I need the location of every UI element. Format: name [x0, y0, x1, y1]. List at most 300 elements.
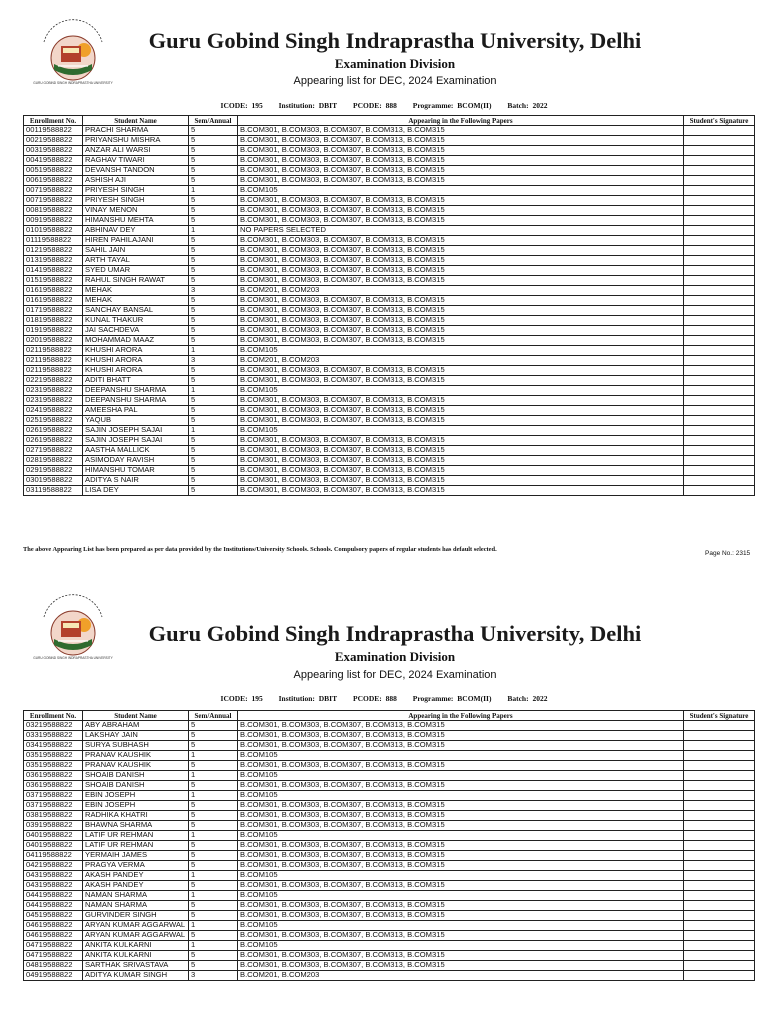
- table-row: [24, 416, 755, 426]
- col-student-name: Student Name: [83, 711, 189, 721]
- table-row: [24, 216, 755, 226]
- table-row: [24, 446, 755, 456]
- student-name-cell: YERMAIH JAMES: [83, 851, 189, 861]
- papers-cell: B.COM301, B.COM303, B.COM307, B.COM313, B.COM315: [238, 811, 684, 821]
- student-name-cell: AKASH PANDEY: [83, 871, 189, 881]
- papers-cell: B.COM301, B.COM303, B.COM307, B.COM313, B.COM315: [238, 146, 684, 156]
- signature-cell: [684, 256, 755, 266]
- sem-cell: 5: [189, 781, 238, 791]
- papers-cell: B.COM301, B.COM303, B.COM307, B.COM313, B.COM315: [238, 931, 684, 941]
- sem-cell: 5: [189, 266, 238, 276]
- student-name-cell: SHOAIB DANISH: [83, 781, 189, 791]
- enrollment-cell: 02819588822: [24, 456, 83, 466]
- student-name-cell: SANCHAY BANSAL: [83, 306, 189, 316]
- sem-cell: 5: [189, 256, 238, 266]
- papers-cell: B.COM105: [238, 921, 684, 931]
- papers-cell: B.COM105: [238, 386, 684, 396]
- enrollment-cell: 01319588822: [24, 256, 83, 266]
- table-row: [24, 436, 755, 446]
- sem-cell: 5: [189, 406, 238, 416]
- sem-cell: 5: [189, 741, 238, 751]
- student-name-cell: VINAY MENON: [83, 206, 189, 216]
- enrollment-cell: 04319588822: [24, 871, 83, 881]
- papers-cell: B.COM301, B.COM303, B.COM307, B.COM313, B.COM315: [238, 466, 684, 476]
- enrollment-cell: 02519588822: [24, 416, 83, 426]
- papers-cell: B.COM301, B.COM303, B.COM307, B.COM313, B.COM315: [238, 781, 684, 791]
- student-name-cell: SURYA SUBHASH: [83, 741, 189, 751]
- enrollment-cell: 01519588822: [24, 276, 83, 286]
- programme-value: Programme: BCOM(II): [412, 101, 492, 110]
- papers-cell: B.COM301, B.COM303, B.COM307, B.COM313, B.COM315: [238, 961, 684, 971]
- sem-cell: 5: [189, 931, 238, 941]
- signature-cell: [684, 156, 755, 166]
- batch-value: Batch: 2022: [507, 101, 548, 110]
- table-row: [24, 821, 755, 831]
- student-name-cell: MEHAK: [83, 286, 189, 296]
- sem-cell: 5: [189, 276, 238, 286]
- table-row: [24, 206, 755, 216]
- list-title: Appearing list for DEC, 2024 Examination: [293, 75, 497, 87]
- table-row: [24, 386, 755, 396]
- papers-cell: B.COM301, B.COM303, B.COM307, B.COM313, B.COM315: [238, 246, 684, 256]
- papers-cell: B.COM105: [238, 346, 684, 356]
- enrollment-cell: 01019588822: [24, 226, 83, 236]
- papers-cell: B.COM301, B.COM303, B.COM307, B.COM313, B.COM315: [238, 851, 684, 861]
- papers-cell: B.COM301, B.COM303, B.COM307, B.COM313, B.COM315: [238, 486, 684, 496]
- student-name-cell: HIMANSHU TOMAR: [83, 466, 189, 476]
- signature-cell: [684, 436, 755, 446]
- student-name-cell: KUNAL THAKUR: [83, 316, 189, 326]
- signature-cell: [684, 206, 755, 216]
- student-name-cell: AASTHA MALLICK: [83, 446, 189, 456]
- enrollment-cell: 00619588822: [24, 176, 83, 186]
- papers-cell: B.COM301, B.COM303, B.COM307, B.COM313, B.COM315: [238, 316, 684, 326]
- sem-cell: 5: [189, 446, 238, 456]
- student-name-cell: PRIYESH SINGH: [83, 196, 189, 206]
- enrollment-cell: 01219588822: [24, 246, 83, 256]
- signature-cell: [684, 951, 755, 961]
- sem-cell: 5: [189, 206, 238, 216]
- papers-cell: B.COM301, B.COM303, B.COM307, B.COM313, B.COM315: [238, 761, 684, 771]
- enrollment-cell: 04619588822: [24, 921, 83, 931]
- student-name-cell: KHUSHI ARORA: [83, 346, 189, 356]
- signature-cell: [684, 296, 755, 306]
- table-row: [24, 476, 755, 486]
- table-row: [24, 791, 755, 801]
- signature-cell: [684, 891, 755, 901]
- enrollment-cell: 02219588822: [24, 376, 83, 386]
- list-title: Appearing list for DEC, 2024 Examination: [293, 669, 497, 681]
- signature-cell: [684, 811, 755, 821]
- signature-cell: [684, 731, 755, 741]
- col-sem: Sem/Annual: [189, 116, 238, 126]
- student-name-cell: ASIMODAY RAVISH: [83, 456, 189, 466]
- enrollment-cell: 04819588822: [24, 961, 83, 971]
- table-row: [24, 256, 755, 266]
- pcode-value: PCODE: 888: [352, 101, 397, 110]
- table-row: [24, 196, 755, 206]
- student-name-cell: ABY ABRAHAM: [83, 721, 189, 731]
- enrollment-cell: 03519588822: [24, 751, 83, 761]
- table-row: [24, 356, 755, 366]
- student-name-cell: NAMAN SHARMA: [83, 901, 189, 911]
- student-name-cell: ADITYA KUMAR SINGH: [83, 971, 189, 981]
- enrollment-cell: 02119588822: [24, 346, 83, 356]
- student-name-cell: MOHAMMAD MAAZ: [83, 336, 189, 346]
- signature-cell: [684, 306, 755, 316]
- papers-cell: B.COM301, B.COM303, B.COM307, B.COM313, B.COM315: [238, 336, 684, 346]
- papers-cell: B.COM301, B.COM303, B.COM307, B.COM313, B.COM315: [238, 476, 684, 486]
- signature-cell: [684, 801, 755, 811]
- table-row: [24, 346, 755, 356]
- table-row: [24, 721, 755, 731]
- enrollment-cell: 03519588822: [24, 761, 83, 771]
- papers-cell: B.COM201, B.COM203: [238, 286, 684, 296]
- table-row: [24, 881, 755, 891]
- sem-cell: 3: [189, 356, 238, 366]
- table-row: [24, 961, 755, 971]
- student-name-cell: SYED UMAR: [83, 266, 189, 276]
- signature-cell: [684, 236, 755, 246]
- pcode-value: PCODE: 888: [352, 694, 397, 703]
- enrollment-cell: 01619588822: [24, 286, 83, 296]
- sem-cell: 5: [189, 396, 238, 406]
- student-name-cell: GURVINDER SINGH: [83, 911, 189, 921]
- sem-cell: 1: [189, 941, 238, 951]
- student-name-cell: PRIYESH SINGH: [83, 186, 189, 196]
- enrollment-cell: 04219588822: [24, 861, 83, 871]
- sem-cell: 1: [189, 831, 238, 841]
- sem-cell: 3: [189, 971, 238, 981]
- col-sem: Sem/Annual: [189, 711, 238, 721]
- student-name-cell: ANKITA KULKARNI: [83, 951, 189, 961]
- student-name-cell: RAGHAV TIWARI: [83, 156, 189, 166]
- table-row: [24, 811, 755, 821]
- enrollment-cell: 04119588822: [24, 851, 83, 861]
- enrollment-cell: 02419588822: [24, 406, 83, 416]
- table-row: [24, 861, 755, 871]
- signature-cell: [684, 346, 755, 356]
- signature-cell: [684, 486, 755, 496]
- papers-cell: B.COM301, B.COM303, B.COM307, B.COM313, B.COM315: [238, 436, 684, 446]
- papers-cell: B.COM301, B.COM303, B.COM307, B.COM313, B.COM315: [238, 236, 684, 246]
- student-name-cell: PRAGYA VERMA: [83, 861, 189, 871]
- papers-cell: B.COM201, B.COM203: [238, 971, 684, 981]
- papers-cell: B.COM301, B.COM303, B.COM307, B.COM313, B.COM315: [238, 216, 684, 226]
- student-name-cell: ADITYA S NAIR: [83, 476, 189, 486]
- sem-cell: 5: [189, 136, 238, 146]
- signature-cell: [684, 176, 755, 186]
- col-papers: Appearing in the Following Papers: [238, 116, 684, 126]
- papers-cell: B.COM301, B.COM303, B.COM307, B.COM313, B.COM315: [238, 396, 684, 406]
- enrollment-cell: 01419588822: [24, 266, 83, 276]
- signature-cell: [684, 166, 755, 176]
- sem-cell: 5: [189, 176, 238, 186]
- table-row: [24, 166, 755, 176]
- col-papers: Appearing in the Following Papers: [238, 711, 684, 721]
- papers-cell: B.COM301, B.COM303, B.COM307, B.COM313, B.COM315: [238, 326, 684, 336]
- student-name-cell: ARYAN KUMAR AGGARWAL: [83, 921, 189, 931]
- student-name-cell: LATIF UR REHMAN: [83, 831, 189, 841]
- student-name-cell: RADHIKA KHATRI: [83, 811, 189, 821]
- icode-value: ICODE: 195: [220, 101, 263, 110]
- student-name-cell: HIMANSHU MEHTA: [83, 216, 189, 226]
- sem-cell: 5: [189, 456, 238, 466]
- papers-cell: B.COM301, B.COM303, B.COM307, B.COM313, B.COM315: [238, 166, 684, 176]
- sem-cell: 5: [189, 851, 238, 861]
- table-row: [24, 761, 755, 771]
- sem-cell: 5: [189, 761, 238, 771]
- signature-cell: [684, 316, 755, 326]
- student-name-cell: SAJIN JOSEPH SAJAI: [83, 436, 189, 446]
- papers-cell: B.COM301, B.COM303, B.COM307, B.COM313, B.COM315: [238, 306, 684, 316]
- signature-cell: [684, 146, 755, 156]
- sem-cell: 5: [189, 416, 238, 426]
- table-row: [24, 226, 755, 236]
- papers-cell: B.COM301, B.COM303, B.COM307, B.COM313, B.COM315: [238, 731, 684, 741]
- student-name-cell: ANKITA KULKARNI: [83, 941, 189, 951]
- enrollment-cell: 01119588822: [24, 236, 83, 246]
- papers-cell: B.COM301, B.COM303, B.COM307, B.COM313, B.COM315: [238, 901, 684, 911]
- student-name-cell: LATIF UR REHMAN: [83, 841, 189, 851]
- sem-cell: 5: [189, 366, 238, 376]
- papers-cell: B.COM301, B.COM303, B.COM307, B.COM313, B.COM315: [238, 276, 684, 286]
- enrollment-cell: 02619588822: [24, 436, 83, 446]
- signature-cell: [684, 456, 755, 466]
- enrollment-cell: 04019588822: [24, 841, 83, 851]
- student-name-cell: PRANAV KAUSHIK: [83, 761, 189, 771]
- sem-cell: 1: [189, 186, 238, 196]
- signature-cell: [684, 861, 755, 871]
- division-title: Examination Division: [334, 56, 456, 71]
- student-name-cell: BHAWNA SHARMA: [83, 821, 189, 831]
- sem-cell: 5: [189, 811, 238, 821]
- papers-cell: B.COM105: [238, 426, 684, 436]
- papers-cell: B.COM301, B.COM303, B.COM307, B.COM313, B.COM315: [238, 206, 684, 216]
- student-name-cell: EBIN JOSEPH: [83, 801, 189, 811]
- student-name-cell: ANZAR ALI WARSI: [83, 146, 189, 156]
- programme-info: [20, 101, 748, 110]
- sem-cell: 5: [189, 821, 238, 831]
- table-row: [24, 376, 755, 386]
- enrollment-cell: 02619588822: [24, 426, 83, 436]
- signature-cell: [684, 721, 755, 731]
- papers-cell: B.COM301, B.COM303, B.COM307, B.COM313, B.COM315: [238, 376, 684, 386]
- signature-cell: [684, 286, 755, 296]
- programme-info: [20, 694, 748, 703]
- svg-text:GURU GOBIND SINGH INDRAPRASTHA: GURU GOBIND SINGH INDRAPRASTHA UNIVERSITY: [33, 81, 113, 85]
- table-row: [24, 971, 755, 981]
- table-header-row: [24, 116, 755, 126]
- sem-cell: 5: [189, 436, 238, 446]
- student-name-cell: SAJIN JOSEPH SAJAI: [83, 426, 189, 436]
- sem-cell: 1: [189, 386, 238, 396]
- enrollment-cell: 00319588822: [24, 146, 83, 156]
- university-title: Guru Gobind Singh Indraprastha University, Delhi: [148, 28, 642, 53]
- enrollment-cell: 03119588822: [24, 486, 83, 496]
- signature-cell: [684, 226, 755, 236]
- enrollment-cell: 03719588822: [24, 801, 83, 811]
- sem-cell: 5: [189, 336, 238, 346]
- papers-cell: B.COM105: [238, 941, 684, 951]
- table-row: [24, 901, 755, 911]
- enrollment-cell: 01919588822: [24, 326, 83, 336]
- enrollment-cell: 02319588822: [24, 396, 83, 406]
- enrollment-cell: 04419588822: [24, 891, 83, 901]
- table-row: [24, 731, 755, 741]
- papers-cell: B.COM105: [238, 831, 684, 841]
- appearing-list-table: [23, 710, 755, 981]
- appearing-list-table: [23, 115, 755, 496]
- papers-cell: B.COM301, B.COM303, B.COM307, B.COM313, B.COM315: [238, 196, 684, 206]
- table-row: [24, 466, 755, 476]
- signature-cell: [684, 921, 755, 931]
- papers-cell: B.COM201, B.COM203: [238, 356, 684, 366]
- table-row: [24, 841, 755, 851]
- student-name-cell: ABHINAV DEY: [83, 226, 189, 236]
- signature-cell: [684, 831, 755, 841]
- table-row: [24, 296, 755, 306]
- signature-cell: [684, 336, 755, 346]
- sem-cell: 5: [189, 801, 238, 811]
- table-row: [24, 286, 755, 296]
- signature-cell: [684, 821, 755, 831]
- table-row: [24, 781, 755, 791]
- sem-cell: 5: [189, 146, 238, 156]
- enrollment-cell: 04419588822: [24, 901, 83, 911]
- signature-cell: [684, 851, 755, 861]
- sem-cell: 5: [189, 376, 238, 386]
- papers-cell: B.COM301, B.COM303, B.COM307, B.COM313, B.COM315: [238, 136, 684, 146]
- table-row: [24, 751, 755, 761]
- sem-cell: 5: [189, 911, 238, 921]
- enrollment-cell: 00919588822: [24, 216, 83, 226]
- enrollment-cell: 02119588822: [24, 356, 83, 366]
- signature-cell: [684, 466, 755, 476]
- enrollment-cell: 03919588822: [24, 821, 83, 831]
- document-page-2: [0, 575, 768, 1024]
- table-row: [24, 426, 755, 436]
- papers-cell: B.COM301, B.COM303, B.COM307, B.COM313, B.COM315: [238, 366, 684, 376]
- sem-cell: 5: [189, 841, 238, 851]
- signature-cell: [684, 386, 755, 396]
- sem-cell: 5: [189, 961, 238, 971]
- signature-cell: [684, 871, 755, 881]
- student-name-cell: PRIYANSHU MISHRA: [83, 136, 189, 146]
- signature-cell: [684, 841, 755, 851]
- papers-cell: B.COM301, B.COM303, B.COM307, B.COM313, B.COM315: [238, 861, 684, 871]
- enrollment-cell: 03319588822: [24, 731, 83, 741]
- sem-cell: 1: [189, 426, 238, 436]
- university-title: Guru Gobind Singh Indraprastha University, Delhi: [148, 621, 642, 646]
- university-logo: [33, 597, 113, 667]
- signature-cell: [684, 931, 755, 941]
- signature-cell: [684, 326, 755, 336]
- table-row: [24, 871, 755, 881]
- table-row: [24, 126, 755, 136]
- table-row: [24, 156, 755, 166]
- programme-value: Programme: BCOM(II): [412, 694, 492, 703]
- enrollment-cell: 04719588822: [24, 951, 83, 961]
- table-row: [24, 136, 755, 146]
- signature-cell: [684, 881, 755, 891]
- student-name-cell: PRACHI SHARMA: [83, 126, 189, 136]
- signature-cell: [684, 781, 755, 791]
- enrollment-cell: 01719588822: [24, 306, 83, 316]
- signature-cell: [684, 136, 755, 146]
- table-row: [24, 266, 755, 276]
- institution-value: Institution: DBIT: [278, 101, 338, 110]
- table-row: [24, 486, 755, 496]
- sem-cell: 5: [189, 476, 238, 486]
- papers-cell: B.COM105: [238, 771, 684, 781]
- papers-cell: B.COM301, B.COM303, B.COM307, B.COM313, B.COM315: [238, 446, 684, 456]
- enrollment-cell: 03219588822: [24, 721, 83, 731]
- papers-cell: B.COM301, B.COM303, B.COM307, B.COM313, B.COM315: [238, 951, 684, 961]
- table-row: [24, 146, 755, 156]
- student-name-cell: SAHIL JAIN: [83, 246, 189, 256]
- table-row: [24, 336, 755, 346]
- sem-cell: 5: [189, 326, 238, 336]
- signature-cell: [684, 186, 755, 196]
- batch-value: Batch: 2022: [507, 694, 548, 703]
- student-name-cell: KHUSHI ARORA: [83, 366, 189, 376]
- table-row: [24, 366, 755, 376]
- signature-cell: [684, 416, 755, 426]
- student-name-cell: LISA DEY: [83, 486, 189, 496]
- papers-cell: B.COM105: [238, 791, 684, 801]
- student-name-cell: AMEESHA PAL: [83, 406, 189, 416]
- sem-cell: 1: [189, 891, 238, 901]
- table-row: [24, 931, 755, 941]
- sem-cell: 5: [189, 166, 238, 176]
- papers-cell: B.COM301, B.COM303, B.COM307, B.COM313, B.COM315: [238, 801, 684, 811]
- student-name-cell: AKASH PANDEY: [83, 881, 189, 891]
- student-name-cell: ADITI BHATT: [83, 376, 189, 386]
- signature-cell: [684, 961, 755, 971]
- sem-cell: 5: [189, 466, 238, 476]
- student-name-cell: MEHAK: [83, 296, 189, 306]
- signature-cell: [684, 406, 755, 416]
- enrollment-cell: 02319588822: [24, 386, 83, 396]
- student-name-cell: LAKSHAY JAIN: [83, 731, 189, 741]
- papers-cell: B.COM301, B.COM303, B.COM307, B.COM313, B.COM315: [238, 911, 684, 921]
- table-row: [24, 801, 755, 811]
- enrollment-cell: 04319588822: [24, 881, 83, 891]
- student-name-cell: RAHUL SINGH RAWAT: [83, 276, 189, 286]
- signature-cell: [684, 771, 755, 781]
- papers-cell: B.COM105: [238, 186, 684, 196]
- student-name-cell: SARTHAK SRIVASTAVA: [83, 961, 189, 971]
- table-row: [24, 236, 755, 246]
- enrollment-cell: 03419588822: [24, 741, 83, 751]
- enrollment-cell: 04719588822: [24, 941, 83, 951]
- sem-cell: 5: [189, 721, 238, 731]
- enrollment-cell: 02119588822: [24, 366, 83, 376]
- sem-cell: 1: [189, 871, 238, 881]
- sem-cell: 3: [189, 286, 238, 296]
- sem-cell: 5: [189, 196, 238, 206]
- table-row: [24, 276, 755, 286]
- col-signature: Student's Signature: [684, 711, 755, 721]
- enrollment-cell: 02919588822: [24, 466, 83, 476]
- signature-cell: [684, 246, 755, 256]
- enrollment-cell: 00419588822: [24, 156, 83, 166]
- papers-cell: B.COM105: [238, 751, 684, 761]
- papers-cell: B.COM301, B.COM303, B.COM307, B.COM313, B.COM315: [238, 256, 684, 266]
- papers-cell: B.COM301, B.COM303, B.COM307, B.COM313, B.COM315: [238, 266, 684, 276]
- student-name-cell: DEEPANSHU SHARMA: [83, 396, 189, 406]
